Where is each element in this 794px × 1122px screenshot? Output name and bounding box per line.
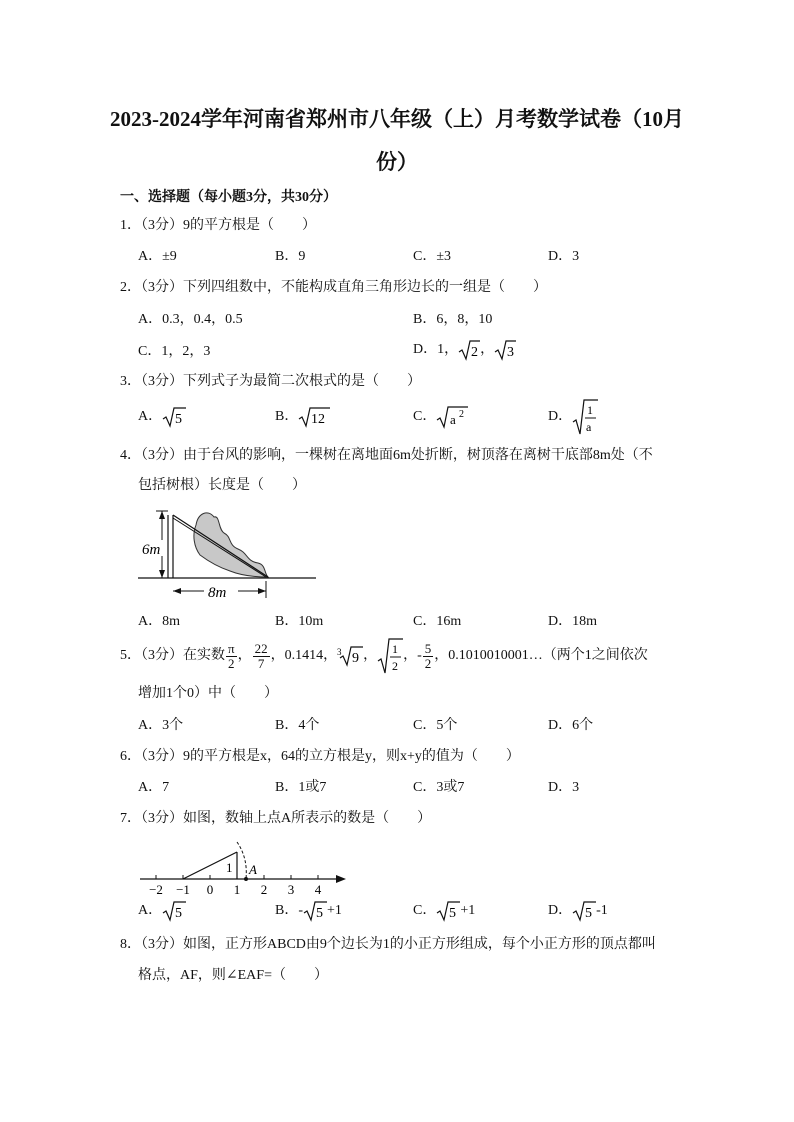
sqrt-symbol bbox=[436, 900, 460, 922]
question-8-stem-line1: 8．（3分）如图，正方形ABCD由9个边长为1的小正方形组成，每个小正方形的顶点都叫 bbox=[120, 937, 656, 952]
tree-height-label: 6m bbox=[142, 542, 161, 558]
q1-option-b: B．9 bbox=[275, 249, 306, 264]
tree-width-label: 8m bbox=[208, 585, 227, 601]
q3-a-prefix: A． bbox=[138, 409, 163, 425]
q3-c-exponent: 2 bbox=[459, 409, 465, 420]
q5-stem-tail: ，0.1010010001…（两个1之间依次 bbox=[434, 648, 648, 664]
q3-c-prefix: C． bbox=[413, 409, 437, 425]
number-line-tick-label: 1 bbox=[233, 882, 241, 897]
sqrt-symbol bbox=[572, 398, 598, 436]
number-line-tick-label: 0 bbox=[206, 882, 214, 897]
q5-sep-1: ， bbox=[237, 648, 252, 664]
triangle-height-label: 1 bbox=[226, 860, 233, 875]
q3-b-radicand: 12 bbox=[311, 412, 326, 427]
q5-frac2-den: 7 bbox=[257, 655, 265, 671]
q5-mid-text: ，0.1414， bbox=[270, 648, 338, 664]
number-line-tick-label: 2 bbox=[260, 882, 268, 897]
question-4-stem-line2: 包括树根）长度是（ ） bbox=[138, 478, 306, 493]
q5-cbrt-radicand: 9 bbox=[352, 651, 360, 666]
q3-a-radicand: 5 bbox=[175, 412, 183, 427]
q1-option-d: D．3 bbox=[548, 249, 580, 264]
number-line-tick-label: −2 bbox=[149, 882, 163, 897]
q3-d-prefix: D． bbox=[548, 409, 573, 425]
question-2-stem: 2．（3分）下列四组数中，不能构成直角三角形边长的一组是（ ） bbox=[120, 280, 547, 295]
section-heading: 一、选择题（每小题3分，共30分） bbox=[120, 190, 337, 205]
q2-option-a: A．0.3，0.4，0.5 bbox=[138, 312, 243, 327]
q6-option-d: D．3 bbox=[548, 780, 580, 795]
fraction-5-over-2 bbox=[423, 642, 434, 671]
q5-option-a: A．3个 bbox=[138, 718, 184, 733]
q5-frac3-den: 2 bbox=[424, 655, 432, 671]
sqrt-symbol bbox=[162, 406, 186, 428]
q3-c-radicand: a bbox=[450, 412, 457, 427]
question-4-stem-line1: 4．（3分）由于台风的影响，一棵树在离地面6m处折断，树顶落在离树干底部8m处（不 bbox=[120, 448, 653, 463]
q5-frac3-num: 5 bbox=[424, 640, 432, 656]
sqrt-symbol bbox=[458, 339, 480, 361]
q7-d-radicand: 5 bbox=[585, 906, 593, 921]
tree-figure bbox=[136, 503, 322, 603]
q1-option-c: C．±3 bbox=[413, 249, 452, 264]
q5-neg-sign: ，- bbox=[403, 648, 422, 664]
question-6-stem: 6．（3分）9的平方根是x，64的立方根是y，则x+y的值为（ ） bbox=[120, 749, 520, 764]
q5-option-b: B．4个 bbox=[275, 718, 320, 733]
q3-b-prefix: B． bbox=[275, 409, 299, 425]
q5-stem-start: 5．（3分）在实数 bbox=[120, 648, 225, 664]
q7-option-a bbox=[138, 900, 186, 922]
q1-option-a: A．±9 bbox=[138, 249, 177, 264]
q7-option-d bbox=[548, 900, 608, 922]
number-line-tick-label: −1 bbox=[176, 882, 190, 897]
q2-option-c: C．1，2，3 bbox=[138, 344, 211, 359]
q6-option-b: B．1或7 bbox=[275, 780, 327, 795]
exam-title-line2: 份） bbox=[376, 150, 418, 174]
q5-frac1-den: 2 bbox=[228, 655, 235, 671]
q7-option-c bbox=[413, 900, 475, 922]
q5-cbrt-index: 3 bbox=[337, 647, 342, 657]
q3-d-denominator: a bbox=[586, 420, 592, 434]
q5-option-d: D．6个 bbox=[548, 718, 594, 733]
q3-option-a bbox=[138, 406, 186, 428]
sqrt-symbol bbox=[298, 406, 330, 428]
q7-option-b bbox=[275, 900, 342, 922]
q3-d-numerator: 1 bbox=[587, 403, 594, 417]
question-1-stem: 1．（3分）9的平方根是（ ） bbox=[120, 218, 316, 233]
q3-option-b bbox=[275, 406, 330, 428]
q7-c-suffix: +1 bbox=[460, 903, 476, 919]
q2-d-prefix: D．1， bbox=[413, 342, 459, 358]
fraction-22-over-7 bbox=[253, 642, 270, 671]
sqrt-symbol bbox=[377, 637, 403, 675]
question-5-stem-line2: 增加1个0）中（ ） bbox=[138, 686, 278, 701]
q7-b-radicand: 5 bbox=[316, 906, 323, 921]
number-line-tick-label: 3 bbox=[287, 882, 295, 897]
q4-option-b: B．10m bbox=[275, 614, 324, 629]
q7-c-radicand: 5 bbox=[449, 906, 457, 921]
number-line-figure bbox=[136, 834, 350, 898]
question-8-stem-line2: 格点，AF，则∠EAF=（ ） bbox=[138, 968, 328, 983]
q4-option-a: A．8m bbox=[138, 614, 180, 629]
question-3-stem: 3．（3分）下列式子为最简二次根式的是（ ） bbox=[120, 374, 421, 389]
q3-option-d bbox=[548, 398, 598, 436]
q5-frac1-num: π bbox=[228, 640, 235, 656]
fraction-pi-over-2 bbox=[226, 642, 237, 671]
question-5-stem-line1 bbox=[120, 637, 648, 675]
q2-d-sep: ， bbox=[480, 342, 495, 358]
q7-b-prefix: B．- bbox=[275, 903, 303, 919]
q5-sqrt-den: 2 bbox=[392, 659, 399, 673]
q2-d-radicand-1: 2 bbox=[471, 345, 479, 360]
point-a-label: A bbox=[249, 862, 257, 877]
q7-b-suffix: +1 bbox=[327, 903, 342, 919]
q5-option-c: C．5个 bbox=[413, 718, 458, 733]
cube-root-symbol bbox=[337, 645, 363, 667]
question-7-stem: 7．（3分）如图，数轴上点A所表示的数是（ ） bbox=[120, 811, 432, 826]
sqrt-symbol bbox=[162, 900, 186, 922]
exam-title-line1: 2023-2024学年河南省郑州市八年级（上）月考数学试卷（10月 bbox=[110, 107, 684, 131]
q7-c-prefix: C． bbox=[413, 903, 437, 919]
q2-option-b: B．6，8，10 bbox=[413, 312, 493, 327]
sqrt-symbol bbox=[436, 405, 468, 429]
q6-option-c: C．3或7 bbox=[413, 780, 465, 795]
q4-option-d: D．18m bbox=[548, 614, 597, 629]
sqrt-symbol bbox=[572, 900, 596, 922]
q6-option-a: A．7 bbox=[138, 780, 170, 795]
number-line-tick-label: 4 bbox=[314, 882, 322, 897]
q5-sqrt-num: 1 bbox=[392, 642, 399, 656]
sqrt-symbol bbox=[303, 900, 327, 922]
q4-option-c: C．16m bbox=[413, 614, 462, 629]
q3-option-c bbox=[413, 405, 468, 429]
q2-option-d bbox=[413, 339, 516, 361]
q5-frac2-num: 22 bbox=[254, 640, 268, 656]
q2-d-radicand-2: 3 bbox=[507, 345, 515, 360]
q7-a-prefix: A． bbox=[138, 903, 163, 919]
q7-d-prefix: D． bbox=[548, 903, 573, 919]
sqrt-symbol bbox=[494, 339, 516, 361]
q7-d-suffix: -1 bbox=[596, 903, 608, 919]
q7-a-radicand: 5 bbox=[175, 906, 183, 921]
q5-sep-2: ， bbox=[363, 648, 378, 664]
